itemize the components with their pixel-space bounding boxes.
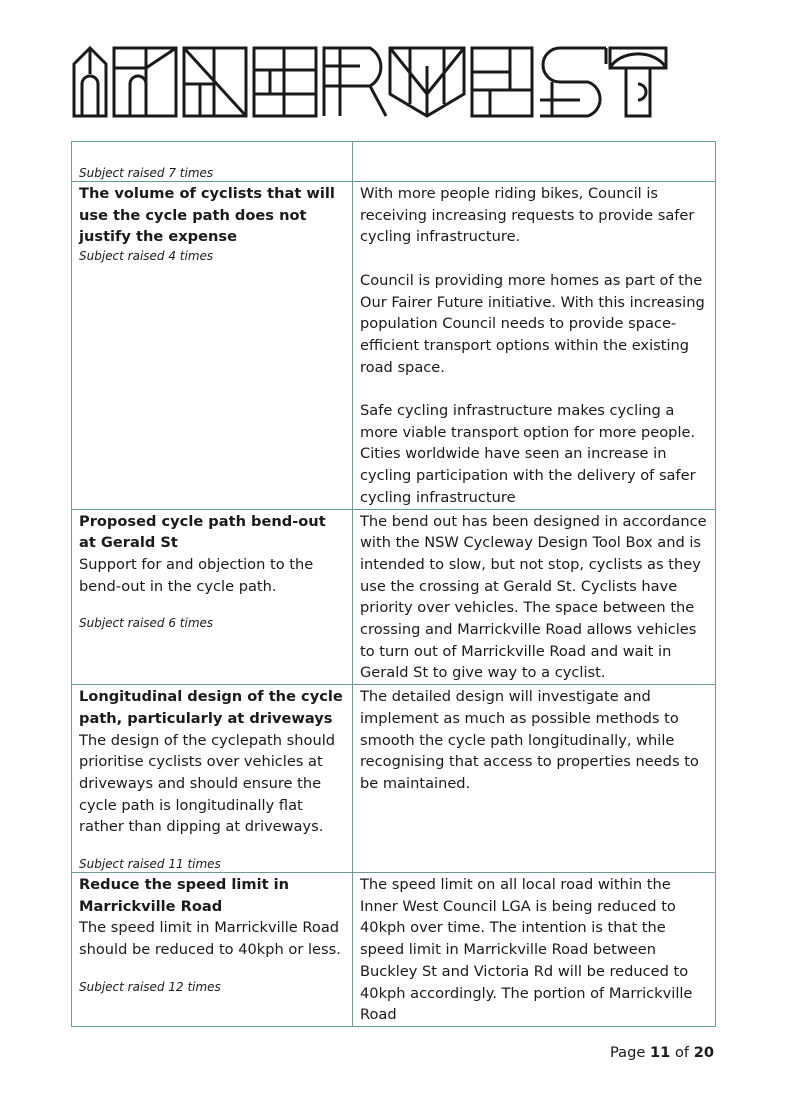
response-paragraph: The speed limit on all local road within the Inner West Council LGA is being reduced to 40kph over time. The intention is that the speed limit in Marrickville Road between Buckley St and Victoria Rd will be reduced to 40kph accordingly. The portion of Marrickville Road — [360, 876, 693, 1024]
response-cell — [353, 142, 716, 182]
table-row — [72, 509, 716, 685]
response-cell — [353, 509, 716, 685]
raised-count: Subject raised 6 times — [79, 616, 214, 631]
consultation-table — [71, 141, 716, 1027]
subject-cell — [72, 182, 353, 510]
raised-count: Subject raised 12 times — [79, 979, 221, 994]
subject-cell — [72, 685, 353, 873]
raised-count: Subject raised 4 times — [79, 249, 214, 264]
subject-cell — [72, 142, 353, 182]
response-paragraph: The detailed design will investigate and implement as much as possible methods to smooth the cycle path longitudinally, while recognising that access to properties needs to be maintained. — [360, 688, 699, 792]
response-paragraph: Council is providing more homes as part of the Our Fairer Future initiative. With this increasing population Council needs to provide space-efficient transport options within the existing road space. — [360, 271, 705, 376]
page-number — [610, 1044, 714, 1061]
subject-title: Proposed cycle path bend-out at Gerald St — [79, 512, 326, 552]
subject-title: Reduce the speed limit in Marrickville Road — [79, 876, 290, 915]
inner-west-logo — [70, 44, 670, 120]
page-of: of — [674, 1044, 690, 1061]
response-cell — [353, 182, 716, 510]
subject-cell — [72, 873, 353, 1027]
response-paragraph: Safe cycling infrastructure makes cycling a more viable transport option for more people. Cities worldwide have seen an increase in cycling participation with the delivery of safer cycling infrastructure — [360, 402, 696, 506]
table-row — [72, 685, 716, 873]
response-paragraph: The bend out has been designed in accordance with the NSW Cycleway Design Tool Box and is intended to slow, but not stop, cyclists as they use the crossing at Gerald St. Cyclists have priority over vehicles. The space between the crossing and Marrickville Road allows vehicles to turn out of Marrickville Road and wait in Gerald St to give way to a cyclist. — [360, 512, 707, 682]
response-cell — [353, 685, 716, 873]
subject-description: The speed limit in Marrickville Road should be reduced to 40kph or less. — [79, 919, 341, 959]
response-paragraph: With more people riding bikes, Council is receiving increasing requests to provide safer cycling infrastructure. — [360, 185, 695, 246]
page-current: 11 — [650, 1044, 671, 1061]
table-row — [72, 182, 716, 510]
table-row — [72, 142, 716, 182]
table-row — [72, 873, 716, 1027]
raised-count: Subject raised 11 times — [79, 857, 221, 872]
subject-description: Support for and objection to the bend-out in the cycle path. — [79, 555, 314, 595]
subject-title: The volume of cyclists that will use the cycle path does not justify the expense — [79, 185, 335, 246]
subject-title: Longitudinal design of the cycle path, particularly at driveways — [79, 688, 343, 727]
raised-count: Subject raised 7 times — [79, 166, 214, 180]
response-cell — [353, 873, 716, 1027]
subject-description: The design of the cyclepath should prioritise cyclists over vehicles at driveways and should ensure the cycle path is longitudinally flat rather than dipping at driveways. — [79, 731, 336, 836]
page-total: 20 — [693, 1044, 714, 1061]
page-prefix: Page — [610, 1044, 646, 1061]
subject-cell — [72, 509, 353, 685]
